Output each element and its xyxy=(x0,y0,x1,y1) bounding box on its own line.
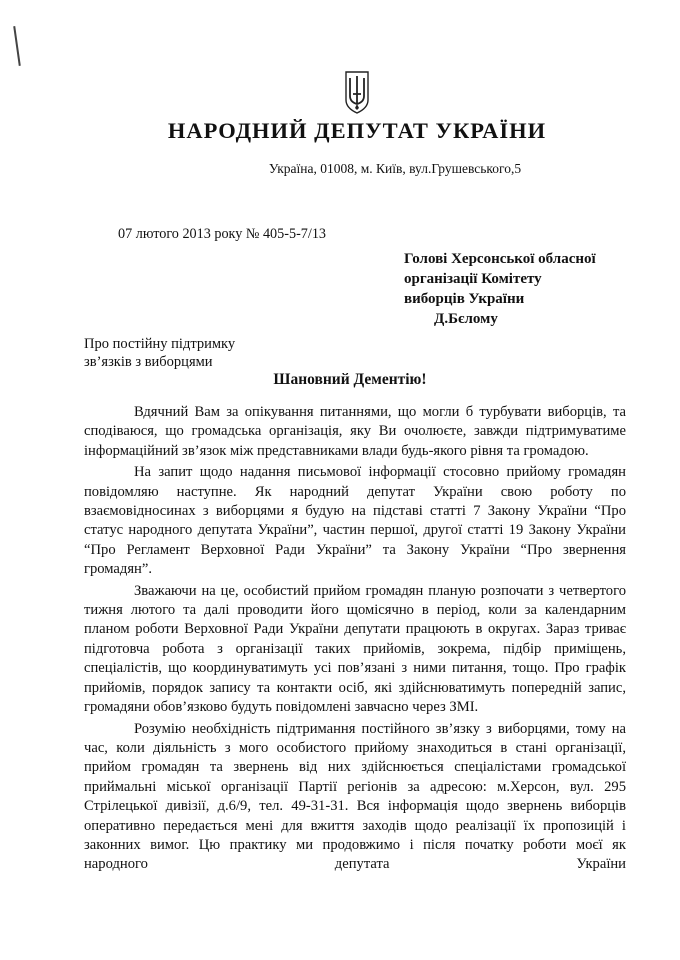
date-and-number: 07 лютого 2013 року № 405-5-7/13 xyxy=(118,226,327,242)
body-paragraph: Зважаючи на це, особистий прийом громадян планую розпочати з четвертого тижня лютого та далі проводити його щомісячно в період, коли за календарним планом роботи Верховної Ради України депутати працюють в округах. Зараз триває підготовча робота з організації таких прийомів, зокрема, підбір приміщень, спеціалістів, що координуватимуть усі пов’язані з ними питання, тощо. Про графік прийомів, порядок запису та контакти осіб, які здійснюватимуть попередній запис, громадяни обов’язково будуть повідомлені завчасно через ЗМІ. xyxy=(84,582,626,716)
trident-emblem-icon xyxy=(344,70,370,114)
recipient-line: виборців України xyxy=(404,291,525,307)
recipient-block xyxy=(404,249,596,329)
recipient-line: Голові Херсонської обласної xyxy=(404,251,596,267)
margin-pen-mark xyxy=(13,26,21,66)
subject-line: зв’язків з виборцями xyxy=(84,354,213,370)
salutation: Шановний Дементію! xyxy=(273,371,427,388)
letterhead-address: Україна, 01008, м. Київ, вул.Грушевського,5 xyxy=(268,161,522,176)
recipient-line: організації Комітету xyxy=(404,271,542,287)
subject-block xyxy=(84,335,235,371)
letterhead-title: НАРОДНИЙ ДЕПУТАТ УКРАЇНИ xyxy=(167,118,547,143)
body-paragraph: Розумію необхідність підтримання постійного зв’язку з виборцями, тому на час, коли діяльність з мого особистого прийому знаходиться в стані організації, прийом громадян та звернень від них здійснюється спеціалістами громадської приймальні міської організації Партії регіонів за адресою: м.Херсон, вул. 295 Стрілецької дивізії, д.6/9, тел. 49-31-31. Вся інформація щодо звернень виборців оперативно передається мені для вжиття заходів щодо реалізації їх пропозицій і законних вимог. Цю практику ми продовжимо і після початку роботи моєї як народного депутата України xyxy=(84,720,626,873)
body-paragraph: Вдячний Вам за опікування питаннями, що могли б турбувати виборців, та сподіваюся, що громадська організація, яку Ви очолюєте, завжди підтримуватиме інформаційний зв’язок між представниками влади будь-якого рівня та громадою. xyxy=(84,404,626,459)
letter-body xyxy=(84,403,626,877)
body-paragraph: На запит щодо надання письмової інформації стосовно прийому громадян повідомляю наступне. Як народний депутат України свою роботу по взаємовідносинах з виборцями я будую на підставі статті 7 Закону України “Про статус народного депутата України”, частин першої, другої статті 19 Закону України “Про Регламент Верховної Ради України” та Закону України “Про звернення громадян”. xyxy=(84,464,626,578)
recipient-line: Д.Бєлому xyxy=(434,311,498,327)
subject-line: Про постійну підтримку xyxy=(84,336,236,352)
